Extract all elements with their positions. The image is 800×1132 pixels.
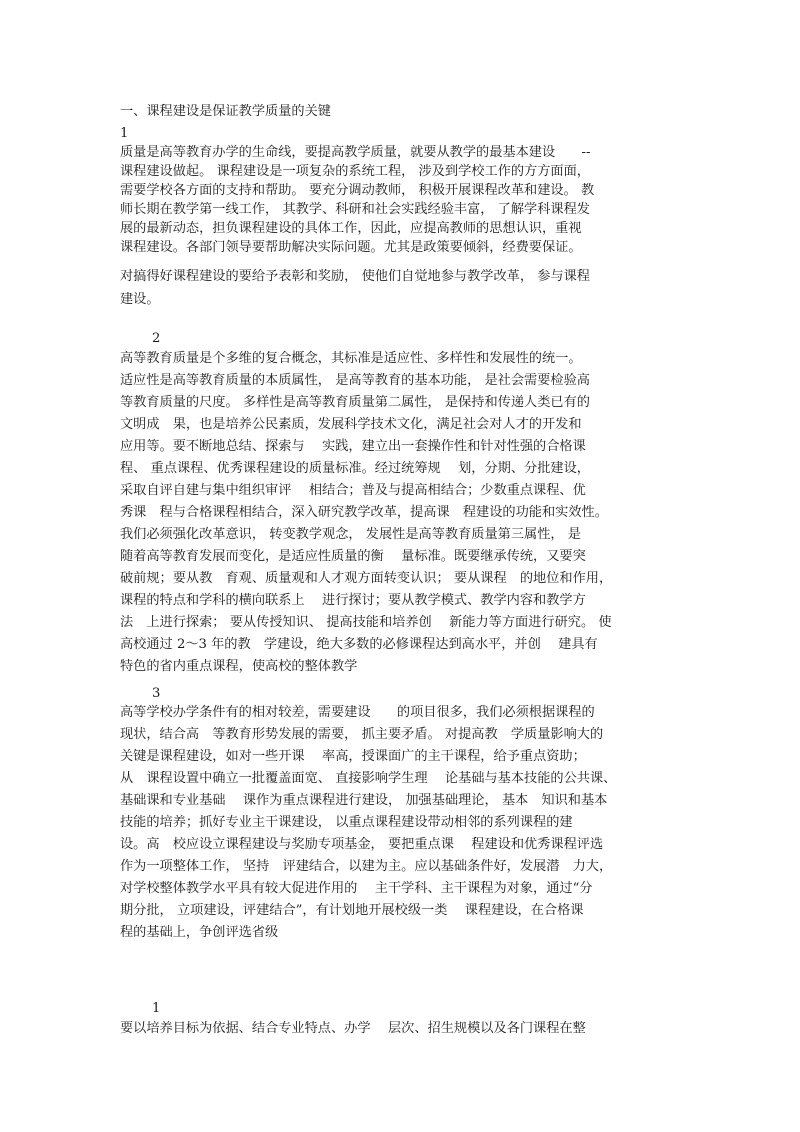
paragraph-line: 质量是高等教育办学的生命线，要提高教学质量，就要从教学的最基本建设 -- (120, 145, 591, 160)
section-number: 3 (152, 686, 161, 701)
paragraph-line: 要以培养目标为依据、结合专业特点、办学 层次、招生规模以及各门课程在整 (120, 1021, 586, 1036)
paragraph-line: 程的基础上，争创评选省级 (120, 925, 279, 940)
paragraph-line: 需要学校各方面的支持和帮助。 要充分调动教师， 积极开展课程改革和建设。 教 (120, 183, 595, 198)
paragraph-line: 设。高 校应设立课程建设与奖励专项基金， 要把重点课 程建设和优秀课程评选 (120, 837, 604, 852)
paragraph-line: 课程的特点和学科的横向联系上 进行探讨；要从教学模式、教学内容和教学方 (120, 593, 586, 608)
paragraph-line: 展的最新动态，担负课程建设的具体工作，因此，应提高教师的思想认识，重视 (120, 221, 582, 236)
paragraph-line: 高校通过 2～3 年的教 学建设，绝大多数的必修课程达到高水平，并创 建具有 (120, 637, 598, 652)
paragraph-line: 文明成 果，也是培养公民素质，发展科学技术文化，满足社会对人才的开发和 (120, 417, 582, 432)
paragraph-line: 程、 重点课程、优秀课程建设的质量标准。经过统筹规 划，分期、分批建设， (120, 461, 590, 476)
paragraph-line: 特色的省内重点课程，使高校的整体教学 (120, 659, 358, 674)
paragraph-line: 随着高等教育发展而变化，是适应性质量的衡 量标准。既要继承传统，又要突 (120, 549, 586, 564)
paragraph-line: 破前规；要从教 育观、质量观和人才观方面转变认识； 要从课程 的地位和作用， (120, 571, 613, 586)
paragraph-line: 课程建设。各部门领导要帮助解决实际问题。尤其是政策要倾斜，经费要保证。 (120, 240, 582, 255)
paragraph-line: 期分批， 立项建设，评建结合”，有计划地开展校级一类 课程建设，在合格课 (120, 903, 584, 918)
paragraph-line: 应用等。要不断地总结、探索与 实践，建立出一套操作性和针对性强的合格课 (120, 439, 586, 454)
section-number: 2 (152, 331, 161, 346)
paragraph-line: 我们必须强化改革意识， 转变教学观念， 发展性是高等教育质量第三属性， 是 (120, 527, 581, 542)
paragraph-line: 作为一项整体工作， 坚持 评建结合，以建为主。应以基础条件好，发展潜 力大， (120, 859, 613, 874)
paragraph-line: 对搞得好课程建设的要给予表彰和奖励， 使他们自觉地参与教学改革， 参与课程 (120, 269, 590, 284)
paragraph-line: 现状，结合高 等教育形势发展的需要， 抓主要矛盾。 对提高教 学质量影响大的 (120, 727, 604, 742)
paragraph-line: 对学校整体教学水平具有较大促进作用的 主干学科、主干课程为对象，通过“分 (120, 881, 593, 896)
section-heading: 一、课程建设是保证教学质量的关键 (120, 104, 331, 119)
paragraph-line: 采取自评自建与集中组织审评 相结合；普及与提高相结合；少数重点课程、优 (120, 483, 586, 498)
paragraph-line: 师长期在教学第一线工作， 其教学、科研和社会实践经验丰富， 了解学科课程发 (120, 202, 590, 217)
paragraph-line: 适应性是高等教育质量的本质属性， 是高等教育的基本功能， 是社会需要检验高 (120, 373, 590, 388)
paragraph-line: 基础课和专业基础 课作为重点课程进行建设， 加强基础理论， 基本 知识和基本 (120, 793, 608, 808)
paragraph-line: 等教育质量的尺度。 多样性是高等教育质量第二属性， 是保持和传递人类已有的 (120, 395, 590, 410)
paragraph-line: 技能的培养；抓好专业主干课建设， 以重点课程建设带动相邻的系列课程的建 (120, 815, 573, 830)
paragraph-line: 建设。 (120, 292, 160, 307)
paragraph-line: 从 课程设置中确立一批覆盖面宽、 直接影响学生理 论基础与基本技能的公共课、 (120, 771, 617, 786)
paragraph-line: 课程建设做起。 课程建设是一项复杂的系统工程， 涉及到学校工作的方方面面， (120, 164, 590, 179)
paragraph-line: 法 上进行探索； 要从传授知识、 提高技能和培养创 新能力等方面进行研究。 使 (120, 615, 612, 630)
paragraph-line: 关键是课程建设，如对一些开课 率高，授课面广的主干课程，给予重点资助； (120, 749, 586, 764)
section-number: 1 (120, 126, 129, 141)
paragraph-line: 秀课 程与合格课程相结合，深入研究教学改革，提高课 程建设的功能和实效性。 (120, 505, 608, 520)
paragraph-line: 高等学校办学条件有的相对较差，需要建设 的项目很多，我们必须根据课程的 (120, 705, 595, 720)
section-number: 1 (152, 1001, 161, 1016)
paragraph-line: 高等教育质量是个多维的复合概念，其标准是适应性、多样性和发展性的统一。 (120, 351, 582, 366)
